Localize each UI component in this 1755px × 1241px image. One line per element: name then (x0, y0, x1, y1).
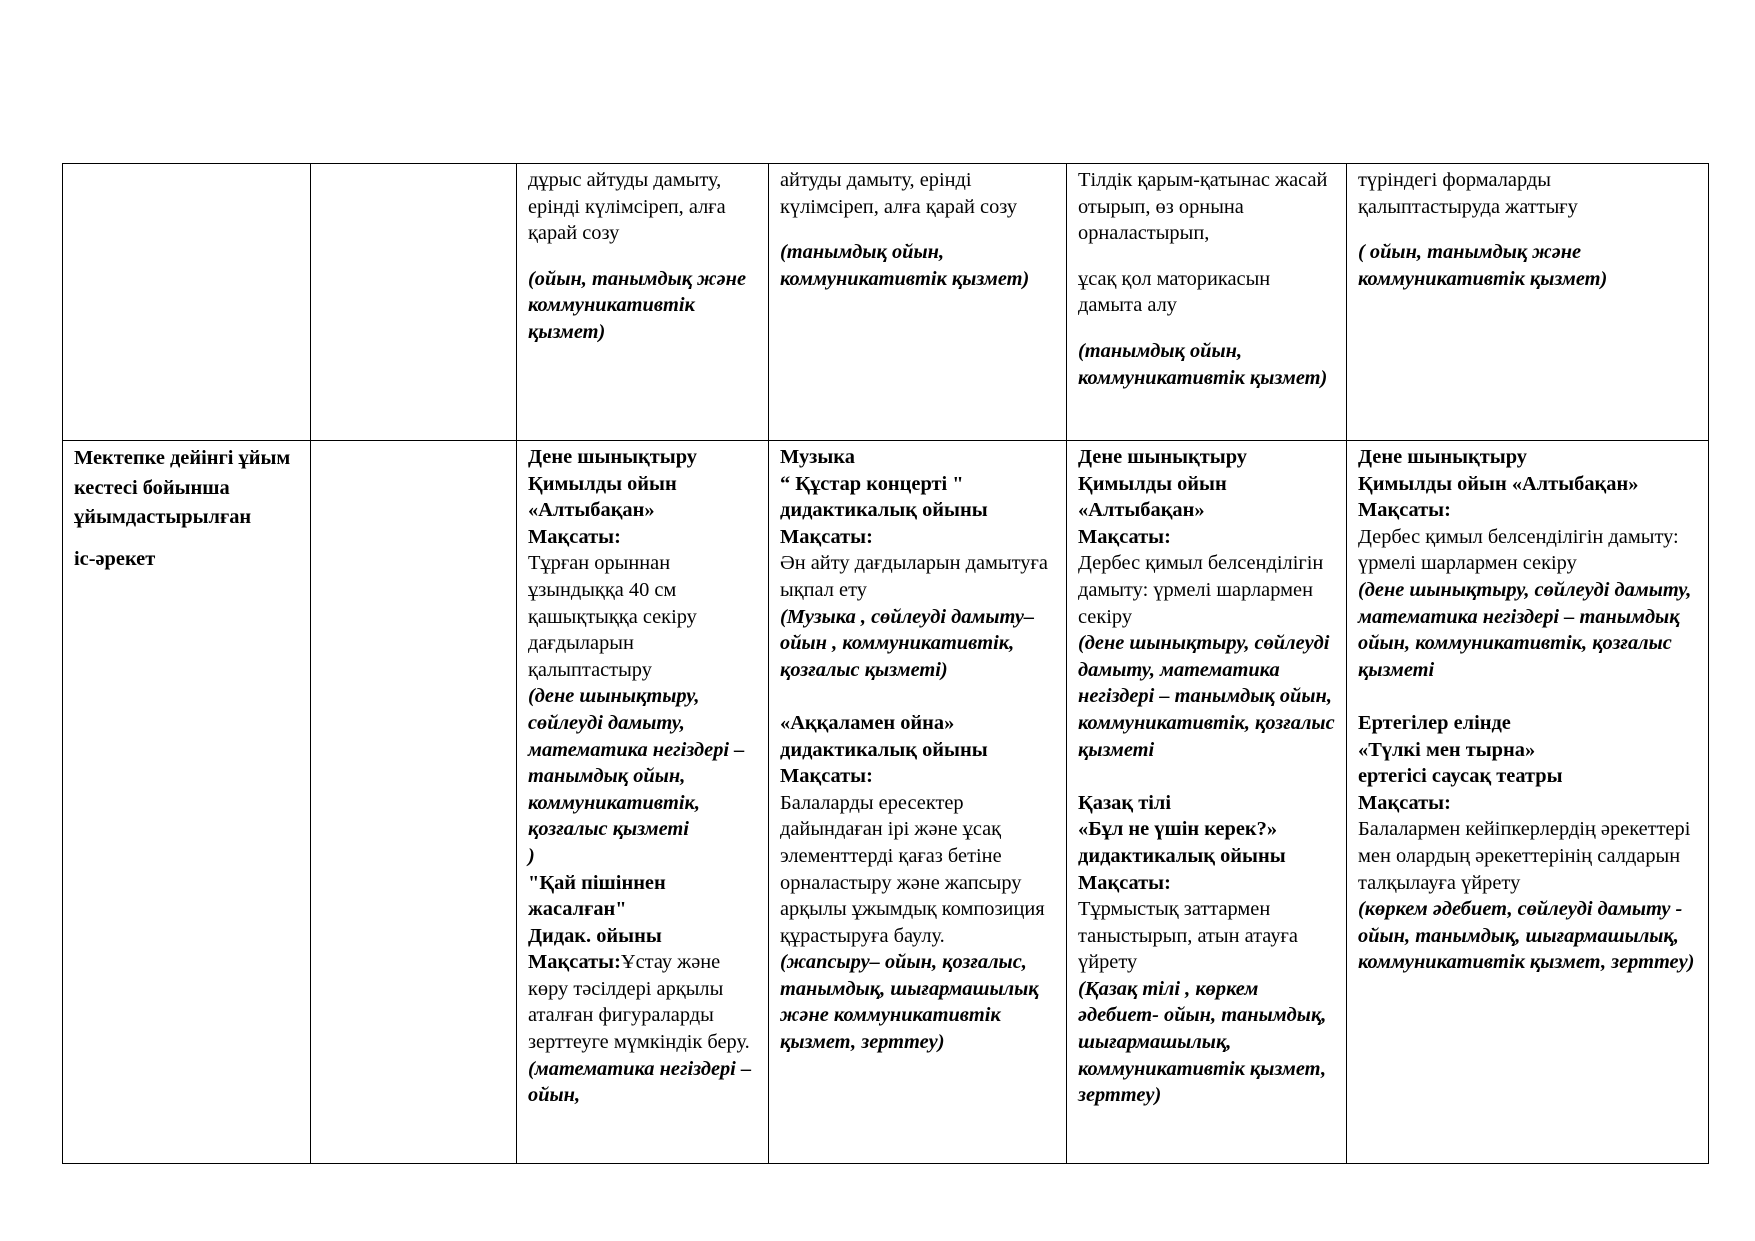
game-type: Дидак. ойыны (528, 924, 662, 947)
activity-tag: (математика негіздері – ойын, (528, 1057, 752, 1107)
subject-title: Дене шынықтыру (1358, 446, 1527, 468)
goal-text: Дербес қимыл белсенділігін дамыту: үрмелі шарлармен секіру (1358, 525, 1679, 575)
game-title: Қимылды ойын «Алтыбақан» (1078, 472, 1227, 522)
activity-tag: ( ойын, танымдық және коммуникативтік қызмет) (1358, 241, 1608, 290)
cell-text: түріндегі формаларды қалыптастыруда жаттығу (1358, 169, 1578, 218)
activity-tag: (Музыка , сөйлеуді дамыту– ойын , коммуникативтік, қозғалыс қызметі) (780, 605, 1035, 681)
activity-tag: (көркем әдебиет, сөйлеуді дамыту - ойын, танымдық, шығармашылық, коммуникативтік қызмет, зерттеу) (1358, 898, 1695, 974)
goal-text-inline: Ұстау және көру тәсілдері арқылы аталған фигураларды зерттеуге мүмкіндік беру. (528, 951, 750, 1054)
cell-text: Тілдік қарым-қатынас жасай отырып, өз орнына орналастырып, (1078, 169, 1328, 245)
goal-text: Тұрмыстық заттармен таныстырып, атын атауға үйрету (1078, 898, 1298, 974)
table-cell-empty (63, 164, 311, 441)
section-title: Ертегілер елінде (1358, 711, 1511, 734)
row-label: Мектепке дейінгі ұйым кестесі бойынша ұйымдастырылған (74, 447, 291, 528)
cell-text: ұсақ қол маторикасын дамыта алу (1078, 267, 1271, 317)
table-cell (1347, 441, 1709, 1164)
goal-label: Мақсаты: (780, 525, 873, 548)
table-cell (769, 441, 1067, 1164)
goal-text: Тұрған орыннан ұзындыққа 40 см қашықтыққа секіру дағдыларын қалыптастыру (528, 552, 697, 681)
goal-label: Мақсаты: (1078, 525, 1171, 548)
game-title: Қимылды ойын «Алтыбақан» (1358, 472, 1639, 495)
game-title: “ Құстар концерті " дидактикалық ойыны (780, 472, 988, 522)
table-cell-empty (311, 441, 517, 1164)
activity-tag-close: ) (528, 844, 535, 867)
goal-label: Мақсаты: (528, 525, 621, 548)
plan-table (62, 163, 1709, 1164)
subject-title: Қазақ тілі (1078, 791, 1172, 814)
goal-text: Ән айту дағдыларын дамытуға ықпал ету (780, 552, 1048, 601)
row-label-activity: іс-әрекет (74, 547, 156, 570)
table-cell (1067, 164, 1347, 441)
game-title: «Бұл не үшін керек?» дидактикалық ойыны (1078, 818, 1286, 867)
goal-text (528, 949, 757, 1055)
game-title: Қимылды ойын «Алтыбақан» (528, 472, 677, 522)
activity-tag: (ойын, танымдық және коммуникативтік қызмет) (528, 267, 747, 343)
table-cell (1347, 164, 1709, 441)
game-title: «Аққаламен ойна» дидактикалық ойыны (780, 711, 988, 761)
activity-tag: (танымдық ойын, коммуникативтік қызмет) (1078, 339, 1328, 389)
tale-title: «Түлкі мен тырна» (1358, 738, 1536, 761)
subject-title: Музыка (780, 446, 855, 468)
table-row (63, 164, 1709, 441)
goal-label: Мақсаты: (528, 951, 621, 974)
subject-title: Дене шынықтыру (1078, 446, 1247, 468)
activity-tag: (дене шынықтыру, сөйлеуді дамыту, математика негіздері – танымдық ойын, коммуникативтік, қозғалыс қызметі (1358, 578, 1692, 681)
cell-text: айтуды дамыту, ерінді күлімсіреп, алға қарай созу (780, 169, 1018, 218)
subject-title: Дене шынықтыру (528, 446, 697, 468)
table-row (63, 441, 1709, 1164)
activity-tag: (жапсыру– ойын, қозғалыс, танымдық, шығармашылық және коммуникативтік қызмет, зерттеу) (780, 951, 1039, 1054)
goal-label: Мақсаты: (1358, 499, 1451, 522)
row-label-cell (63, 441, 311, 1164)
cell-text: дұрыс айтуды дамыту, ерінді күлімсіреп, алға қарай созу (528, 169, 726, 245)
goal-label: Мақсаты: (780, 765, 873, 788)
table-cell (1067, 441, 1347, 1164)
table-cell (517, 441, 769, 1164)
goal-label: Мақсаты: (1078, 871, 1171, 894)
activity-tag: (дене шынықтыру, сөйлеуді дамыту, математика негіздері – танымдық ойын, коммуникативтік, қозғалыс қызметі (1078, 632, 1335, 761)
activity-tag: (Қазақ тілі , көркем әдебиет- ойын, танымдық, шығармашылық, коммуникативтік қызмет, зерттеу) (1078, 977, 1327, 1107)
goal-text: Балалармен кейіпкерлердің әрекеттері мен олардың әрекеттерінің салдарын талқылауға үйрету (1358, 818, 1691, 894)
table-cell-empty (311, 164, 517, 441)
game-title: "Қай пішіннен жасалған" (528, 871, 666, 921)
tale-type: ертегісі саусақ театры (1358, 765, 1563, 788)
activity-tag: (дене шынықтыру, сөйлеуді дамыту, математика негіздері – танымдық ойын, коммуникативтік, қозғалыс қызметі (528, 685, 745, 841)
activity-tag: (танымдық ойын, коммуникативтік қызмет) (780, 241, 1030, 290)
goal-text: Дербес қимыл белсенділігін дамыту: үрмелі шарлармен секіру (1078, 552, 1324, 628)
table-cell (517, 164, 769, 441)
goal-text: Балаларды ересектер дайындаған ірі және ұсақ элементтерді қағаз бетіне орналастыру және жапсыру арқылы ұжымдық композиция құрастыруға баулу. (780, 791, 1045, 947)
table-cell (769, 164, 1067, 441)
goal-label: Мақсаты: (1358, 791, 1451, 814)
